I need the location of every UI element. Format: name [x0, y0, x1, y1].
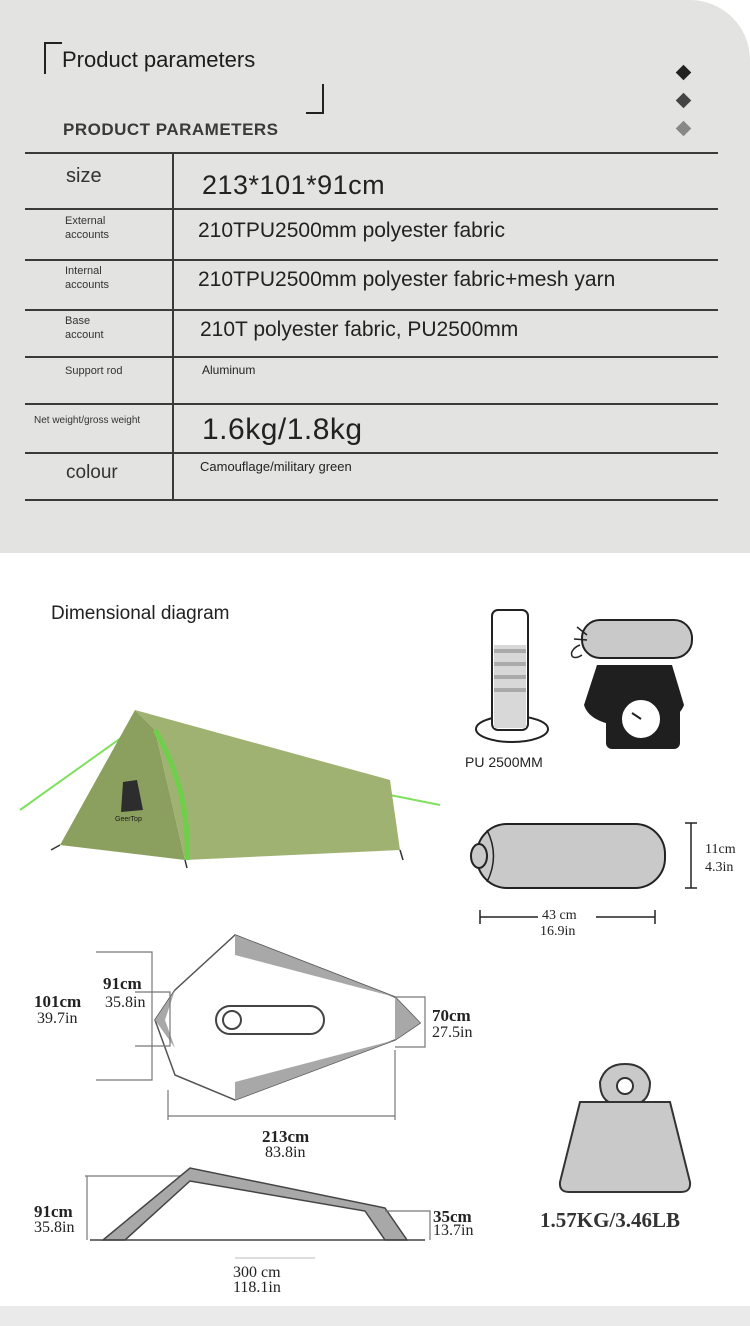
- row-value: 210TPU2500mm polyester fabric: [198, 219, 505, 242]
- product-parameters-panel: [0, 0, 750, 553]
- bag-height-in: 4.3in: [705, 860, 734, 875]
- floor-length-in: 83.8in: [265, 1144, 306, 1161]
- floor-plan-diagram: [90, 930, 430, 1122]
- table-rule: [25, 259, 718, 261]
- row-label: Internal accounts: [65, 265, 110, 291]
- row-label: Net weight/gross weight: [34, 415, 141, 426]
- table-divider: [172, 153, 174, 501]
- diamond-icon: [676, 65, 692, 81]
- stuff-sack-icon: [465, 820, 670, 895]
- side-end-in: 13.7in: [433, 1222, 474, 1239]
- parameters-subtitle: PRODUCT PARAMETERS: [63, 120, 279, 139]
- tent-illustration: [15, 700, 445, 875]
- diamond-icon: [676, 93, 692, 109]
- row-value: 210T polyester fabric, PU2500mm: [200, 318, 519, 341]
- table-rule: [25, 452, 718, 454]
- floor-length-cm: 213cm: [262, 1127, 310, 1146]
- height-dimension-line: [683, 822, 699, 890]
- row-label: Support rod: [65, 365, 123, 377]
- parameters-title: Product parameters: [62, 47, 256, 72]
- table-rule: [25, 309, 718, 311]
- title-bracket-right: [306, 84, 324, 114]
- side-length-cm: 300 cm: [233, 1264, 281, 1281]
- table-rule: [25, 208, 718, 210]
- floor-width-in: 39.7in: [37, 1010, 78, 1027]
- floor-inner-in: 35.8in: [105, 994, 146, 1011]
- side-height-cm: 91cm: [34, 1202, 73, 1221]
- diamond-icon: [676, 121, 692, 137]
- row-value: 1.6kg/1.8kg: [202, 413, 363, 446]
- side-height-in: 35.8in: [34, 1219, 75, 1236]
- row-label: colour: [66, 462, 118, 483]
- row-value: 210TPU2500mm polyester fabric+mesh yarn: [198, 268, 616, 291]
- side-length-in: 118.1in: [233, 1279, 281, 1296]
- bag-length-cm: 43 cm: [542, 908, 577, 923]
- row-label: External accounts: [65, 215, 110, 241]
- weight-label: 1.57KG/3.46LB: [540, 1208, 681, 1232]
- row-label: Base account: [65, 315, 104, 341]
- floor-width-cm: 101cm: [34, 992, 82, 1011]
- footer-strip: [0, 1306, 750, 1326]
- scale-icon: [562, 615, 697, 755]
- svg-text:GeerTop: GeerTop: [115, 816, 142, 823]
- bag-height-cm: 11cm: [705, 842, 736, 857]
- table-rule: [25, 403, 718, 405]
- weight-icon: [555, 1062, 695, 1197]
- diagram-title: Dimensional diagram: [51, 603, 230, 624]
- row-value: Camouflage/military green: [200, 459, 352, 474]
- title-bracket-left: [44, 42, 62, 74]
- row-value: 213*101*91cm: [202, 170, 386, 200]
- row-label: size: [66, 165, 102, 187]
- table-rule: [25, 499, 718, 501]
- floor-end-cm: 70cm: [432, 1006, 471, 1025]
- side-view-diagram: [85, 1163, 445, 1263]
- waterproof-label: PU 2500MM: [465, 754, 543, 770]
- water-column-icon: [470, 607, 555, 747]
- bag-length-in: 16.9in: [540, 924, 576, 939]
- table-rule: [25, 152, 718, 154]
- floor-inner-cm: 91cm: [103, 974, 142, 993]
- row-value: Aluminum: [202, 363, 256, 377]
- floor-end-in: 27.5in: [432, 1024, 473, 1041]
- table-rule: [25, 356, 718, 358]
- side-end-cm: 35cm: [433, 1207, 472, 1226]
